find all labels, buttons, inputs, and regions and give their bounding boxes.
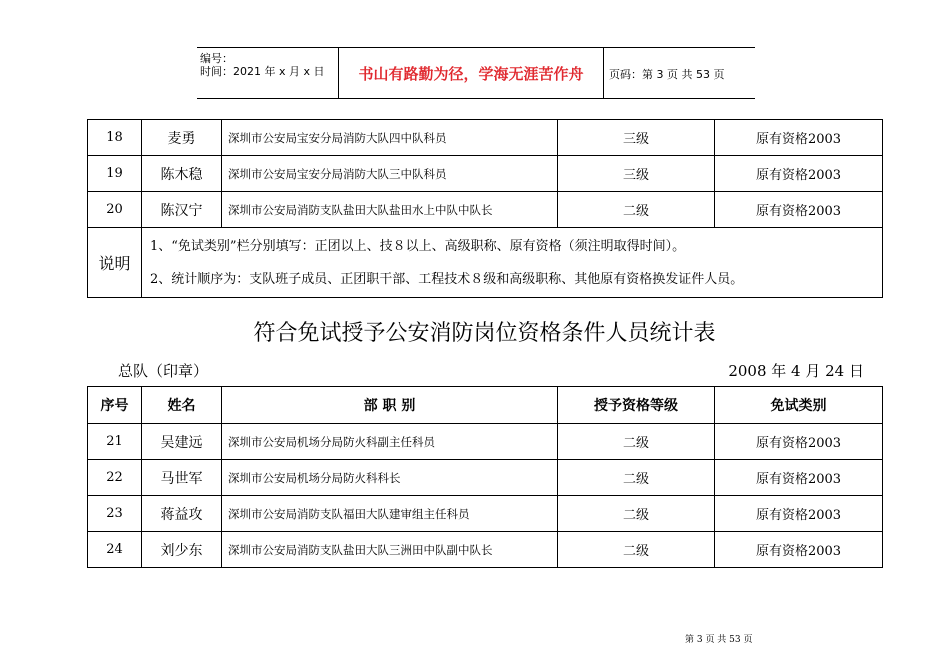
exemption-category: 原有资格2003 <box>715 496 883 532</box>
page-header <box>197 47 755 99</box>
column-header: 序号 <box>88 387 142 424</box>
note-line: 1、“免试类别”栏分别填写：正团以上、技８以上、高级职称、原有资格（须注明取得时间）。 <box>150 238 686 254</box>
person-name: 蒋益攻 <box>142 496 222 532</box>
qualification-level: 二级 <box>558 496 715 532</box>
column-header: 授予资格等级 <box>558 387 715 424</box>
qualification-level: 二级 <box>558 460 715 496</box>
person-name: 吴建远 <box>142 424 222 460</box>
qualification-level: 三级 <box>558 120 715 156</box>
page-title: 符合免试授予公安消防岗位资格条件人员统计表 <box>253 321 716 346</box>
row-number: 21 <box>88 424 142 460</box>
exemption-category: 原有资格2003 <box>715 156 883 192</box>
qualification-level: 二级 <box>558 424 715 460</box>
notes-label: 说明 <box>88 228 142 298</box>
person-name: 陈木稳 <box>142 156 222 192</box>
department-position: 深圳市公安局消防支队盐田大队盐田水上中队中队长 <box>222 192 558 228</box>
department-position: 深圳市公安局消防支队福田大队建审组主任科员 <box>222 496 558 532</box>
header-divider <box>338 48 339 98</box>
person-name: 马世军 <box>142 460 222 496</box>
exemption-category: 原有资格2003 <box>715 192 883 228</box>
table-row <box>88 496 883 532</box>
row-number: 19 <box>88 156 142 192</box>
personnel-table-continued <box>87 119 883 298</box>
report-date: 2008 年 4 月 24 日 <box>728 362 864 380</box>
note-line: 2、统计顺序为：支队班子成员、正团职干部、工程技术８级和高级职称、其他原有资格换发证件人员。 <box>150 271 744 287</box>
table-row <box>88 192 883 228</box>
row-number: 20 <box>88 192 142 228</box>
notes-row <box>88 228 883 298</box>
department-position: 深圳市公安局消防支队盐田大队三洲田中队副中队长 <box>222 532 558 568</box>
person-name: 麦勇 <box>142 120 222 156</box>
column-header: 免试类别 <box>715 387 883 424</box>
person-name: 刘少东 <box>142 532 222 568</box>
header-motto: 书山有路勤为径，学海无涯苦作舟 <box>358 65 584 83</box>
table-row <box>88 460 883 496</box>
table-row <box>88 532 883 568</box>
header-number: 编号： <box>200 52 233 65</box>
column-header: 姓名 <box>142 387 222 424</box>
personnel-table <box>87 386 883 568</box>
exemption-category: 原有资格2003 <box>715 120 883 156</box>
notes-content <box>142 228 883 298</box>
person-name: 陈汉宁 <box>142 192 222 228</box>
page-footer: 第 3 页 共 53 页 <box>685 635 753 645</box>
exemption-category: 原有资格2003 <box>715 460 883 496</box>
header-meta <box>200 52 325 78</box>
department-position: 深圳市公安局宝安分局消防大队四中队科员 <box>222 120 558 156</box>
table-row <box>88 120 883 156</box>
exemption-category: 原有资格2003 <box>715 532 883 568</box>
qualification-level: 二级 <box>558 192 715 228</box>
table-row <box>88 424 883 460</box>
exemption-category: 原有资格2003 <box>715 424 883 460</box>
row-number: 23 <box>88 496 142 532</box>
header-time: 时间：2021 年 x 月 x 日 <box>200 65 325 78</box>
table-row <box>88 156 883 192</box>
row-number: 18 <box>88 120 142 156</box>
qualification-level: 三级 <box>558 156 715 192</box>
department-position: 深圳市公安局机场分局防火科科长 <box>222 460 558 496</box>
table-header-row <box>88 387 883 424</box>
qualification-level: 二级 <box>558 532 715 568</box>
column-header: 部 职 别 <box>222 387 558 424</box>
header-page-number: 页码：第 3 页 共 53 页 <box>609 68 725 81</box>
department-position: 深圳市公安局宝安分局消防大队三中队科员 <box>222 156 558 192</box>
stamp-label: 总队（印章） <box>118 362 209 380</box>
row-number: 22 <box>88 460 142 496</box>
department-position: 深圳市公安局机场分局防火科副主任科员 <box>222 424 558 460</box>
header-divider <box>603 48 604 98</box>
row-number: 24 <box>88 532 142 568</box>
